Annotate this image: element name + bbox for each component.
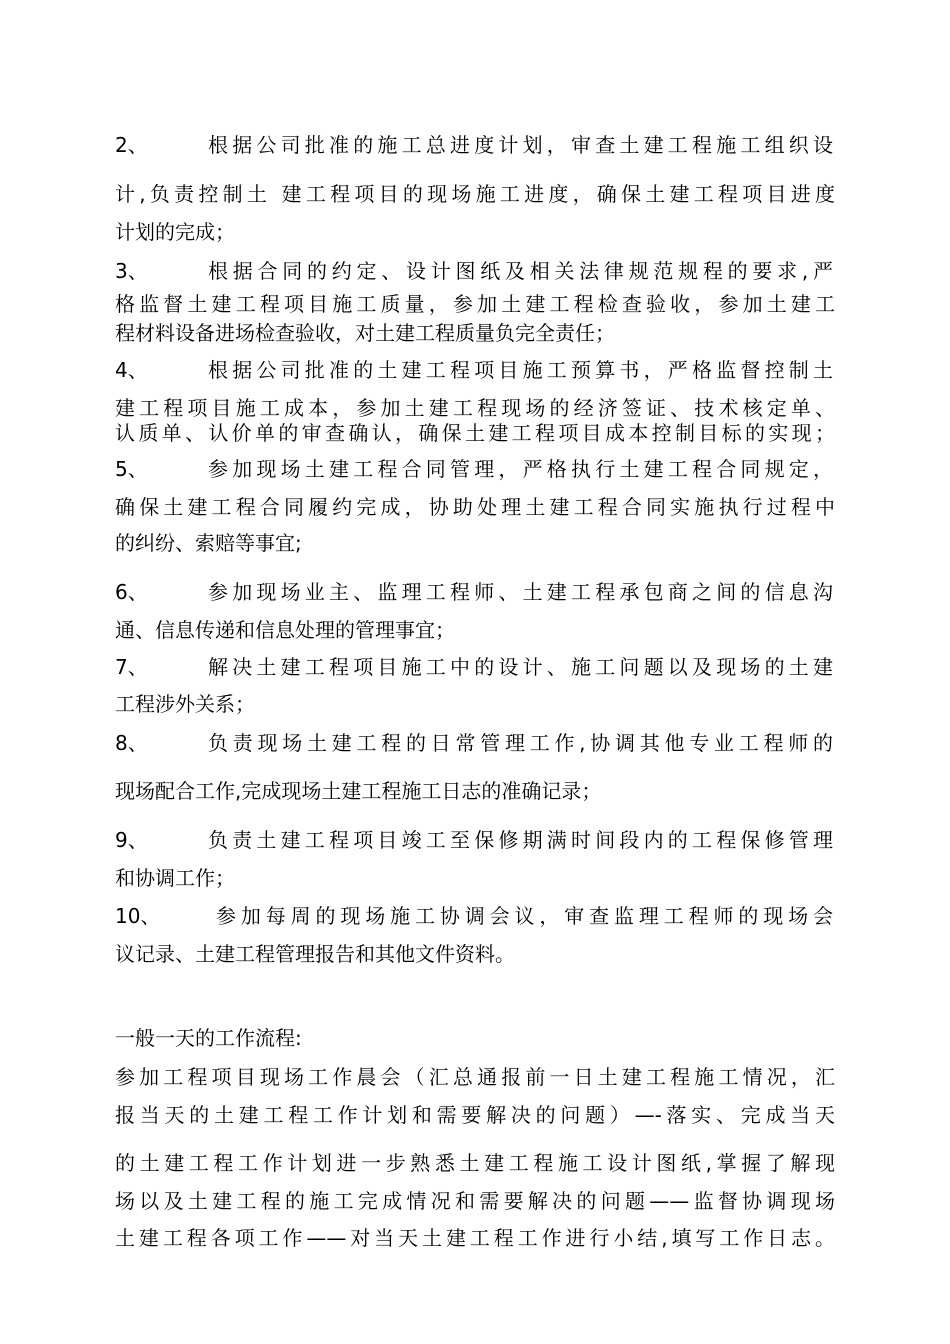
item-text-line: 根据合同的约定、设计图纸及相关法律规范规程的要求,严: [208, 259, 833, 283]
item-number: 8、: [115, 731, 148, 755]
item-text-line: 格监督土建工程项目施工质量，参加土建工程检查验收，参加土建工: [115, 292, 835, 316]
item-text-line: 程材料设备进场检查验收，对土建工程质量负完全责任；: [115, 321, 615, 345]
item-text-line: 议记录、土建工程管理报告和其他文件资料。: [115, 942, 515, 966]
item-text-line: 参加现场业主、监理工程师、土建工程承包商之间的信息沟: [208, 580, 833, 604]
item-text-line: 建工程项目施工成本，参加土建工程现场的经济签证、技术核定单、: [115, 396, 835, 420]
item-number: 7、: [115, 655, 148, 679]
item-number: 5、: [115, 457, 148, 481]
item-text-line: 认质单、认价单的审查确认，确保土建工程项目成本控制目标的实现；: [115, 421, 835, 445]
item-text-line: 计划的完成；: [115, 220, 235, 244]
item-text-line: 确保土建工程合同履约完成，协助处理土建工程合同实施执行过程中: [115, 495, 835, 519]
item-text-line: 负责土建工程项目竣工至保修期满时间段内的工程保修管理: [208, 828, 833, 852]
item-text-line: 负责现场土建工程的日常管理工作,协调其他专业工程师的: [208, 731, 833, 755]
item-number: 3、: [115, 259, 148, 283]
item-text-line: 的纠纷、索赔等事宜;: [115, 531, 302, 555]
workflow-text-line: 土建工程各项工作——对当天土建工程工作进行小结,填写工作日志。: [115, 1226, 835, 1250]
item-text-line: 工程涉外关系；: [115, 692, 255, 716]
item-number: 9、: [115, 828, 148, 852]
item-text-line: 参加每周的现场施工协调会议，审查监理工程师的现场会: [216, 904, 833, 928]
item-text-line: 通、信息传递和信息处理的管理事宜；: [115, 618, 455, 642]
item-text-line: 根据公司批准的施工总进度计划，审查土建工程施工组织设: [208, 133, 833, 157]
workflow-heading: 一般一天的工作流程:: [115, 1026, 302, 1050]
item-text-line: 现场配合工作,完成现场土建工程施工日志的准确记录；: [115, 779, 602, 803]
item-text-line: 计,负责控制土 建工程项目的现场施工进度，确保土建工程项目进度: [115, 182, 835, 206]
item-number: 10、: [115, 904, 161, 928]
workflow-text-line: 参加工程项目现场工作晨会（汇总通报前一日土建工程施工情况，汇: [115, 1065, 835, 1089]
workflow-text-line: 报当天的土建工程工作计划和需要解决的问题）—-落实、完成当天: [115, 1103, 835, 1127]
item-number: 6、: [115, 580, 148, 604]
item-text-line: 和协调工作；: [115, 866, 235, 890]
item-text-line: 根据公司批准的土建工程项目施工预算书，严格监督控制土: [208, 358, 833, 382]
workflow-text-line: 场以及土建工程的施工完成情况和需要解决的问题——监督协调现场: [115, 1189, 835, 1213]
item-text-line: 参加现场土建工程合同管理，严格执行土建工程合同规定，: [208, 457, 833, 481]
workflow-text-line: 的土建工程工作计划进一步熟悉土建工程施工设计图纸,掌握了解现: [115, 1151, 835, 1175]
item-number: 2、: [115, 133, 148, 157]
item-number: 4、: [115, 358, 148, 382]
item-text-line: 解决土建工程项目施工中的设计、施工问题以及现场的土建: [208, 655, 833, 679]
